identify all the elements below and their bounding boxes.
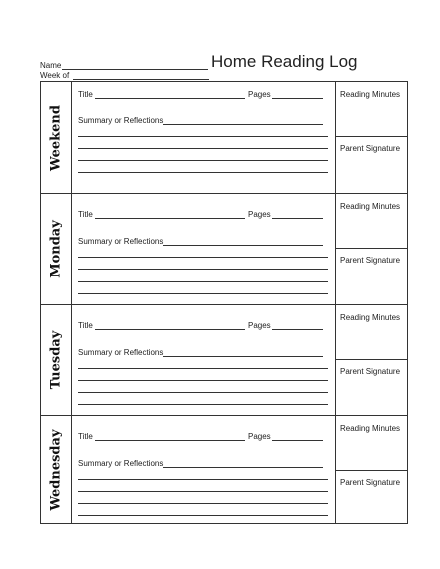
title-field[interactable]: [95, 98, 245, 99]
name-field[interactable]: [62, 69, 208, 70]
summary-line[interactable]: [78, 404, 328, 405]
reading-minutes-label: Reading Minutes: [340, 202, 401, 211]
right-column: [335, 416, 407, 523]
summary-line[interactable]: [78, 293, 328, 294]
reading-minutes-cell[interactable]: [336, 416, 407, 471]
title-label: Title: [78, 321, 93, 330]
summary-line[interactable]: [78, 491, 328, 492]
pages-field[interactable]: [272, 329, 323, 330]
name-label: Name: [40, 61, 62, 70]
reading-log-grid: [40, 81, 408, 524]
summary-field[interactable]: [163, 356, 323, 357]
summary-line[interactable]: [78, 160, 328, 161]
day-label: Tuesday: [48, 330, 64, 390]
summary-line[interactable]: [78, 380, 328, 381]
reading-minutes-label: Reading Minutes: [340, 424, 401, 433]
pages-label: Pages: [248, 321, 271, 330]
day-label: Weekend: [48, 104, 64, 171]
summary-line[interactable]: [78, 281, 328, 282]
pages-label: Pages: [248, 432, 271, 441]
day-label-cell: [41, 416, 72, 523]
pages-label: Pages: [248, 90, 271, 99]
summary-label: Summary or Reflections: [78, 237, 164, 246]
title-label: Title: [78, 90, 93, 99]
day-label: Wednesday: [48, 428, 64, 511]
summary-field[interactable]: [163, 124, 323, 125]
week-of-label: Week of: [40, 71, 70, 80]
right-column: [335, 194, 407, 304]
summary-line[interactable]: [78, 515, 328, 516]
day-row-tuesday: [41, 304, 407, 415]
pages-field[interactable]: [272, 98, 323, 99]
summary-field[interactable]: [163, 245, 323, 246]
summary-line[interactable]: [78, 172, 328, 173]
week-of-field[interactable]: [73, 79, 209, 80]
title-field[interactable]: [95, 440, 245, 441]
parent-signature-label: Parent Signature: [340, 367, 401, 376]
summary-label: Summary or Reflections: [78, 459, 164, 468]
right-column: [335, 305, 407, 415]
day-row-monday: [41, 193, 407, 304]
summary-line[interactable]: [78, 269, 328, 270]
day-label: Monday: [48, 220, 64, 278]
summary-line[interactable]: [78, 368, 328, 369]
summary-label: Summary or Reflections: [78, 116, 164, 125]
day-label-cell: [41, 194, 72, 304]
summary-line[interactable]: [78, 479, 328, 480]
pages-field[interactable]: [272, 218, 323, 219]
title-field[interactable]: [95, 329, 245, 330]
day-row-wednesday: [41, 415, 407, 523]
reading-minutes-cell[interactable]: [336, 194, 407, 249]
page-title: Home Reading Log: [211, 52, 358, 71]
day-row-weekend: [41, 82, 407, 193]
title-field[interactable]: [95, 218, 245, 219]
day-label-cell: [41, 305, 72, 415]
right-column: [335, 82, 407, 193]
title-label: Title: [78, 210, 93, 219]
summary-line[interactable]: [78, 257, 328, 258]
summary-line[interactable]: [78, 392, 328, 393]
summary-line[interactable]: [78, 136, 328, 137]
day-label-cell: [41, 82, 72, 193]
summary-line[interactable]: [78, 503, 328, 504]
summary-line[interactable]: [78, 148, 328, 149]
reading-minutes-label: Reading Minutes: [340, 313, 401, 322]
summary-field[interactable]: [163, 467, 323, 468]
reading-minutes-label: Reading Minutes: [340, 90, 401, 99]
pages-field[interactable]: [272, 440, 323, 441]
summary-label: Summary or Reflections: [78, 348, 164, 357]
parent-signature-label: Parent Signature: [340, 144, 401, 153]
reading-minutes-cell[interactable]: [336, 82, 407, 137]
pages-label: Pages: [248, 210, 271, 219]
reading-minutes-cell[interactable]: [336, 305, 407, 360]
title-label: Title: [78, 432, 93, 441]
parent-signature-label: Parent Signature: [340, 256, 401, 265]
parent-signature-label: Parent Signature: [340, 478, 401, 487]
